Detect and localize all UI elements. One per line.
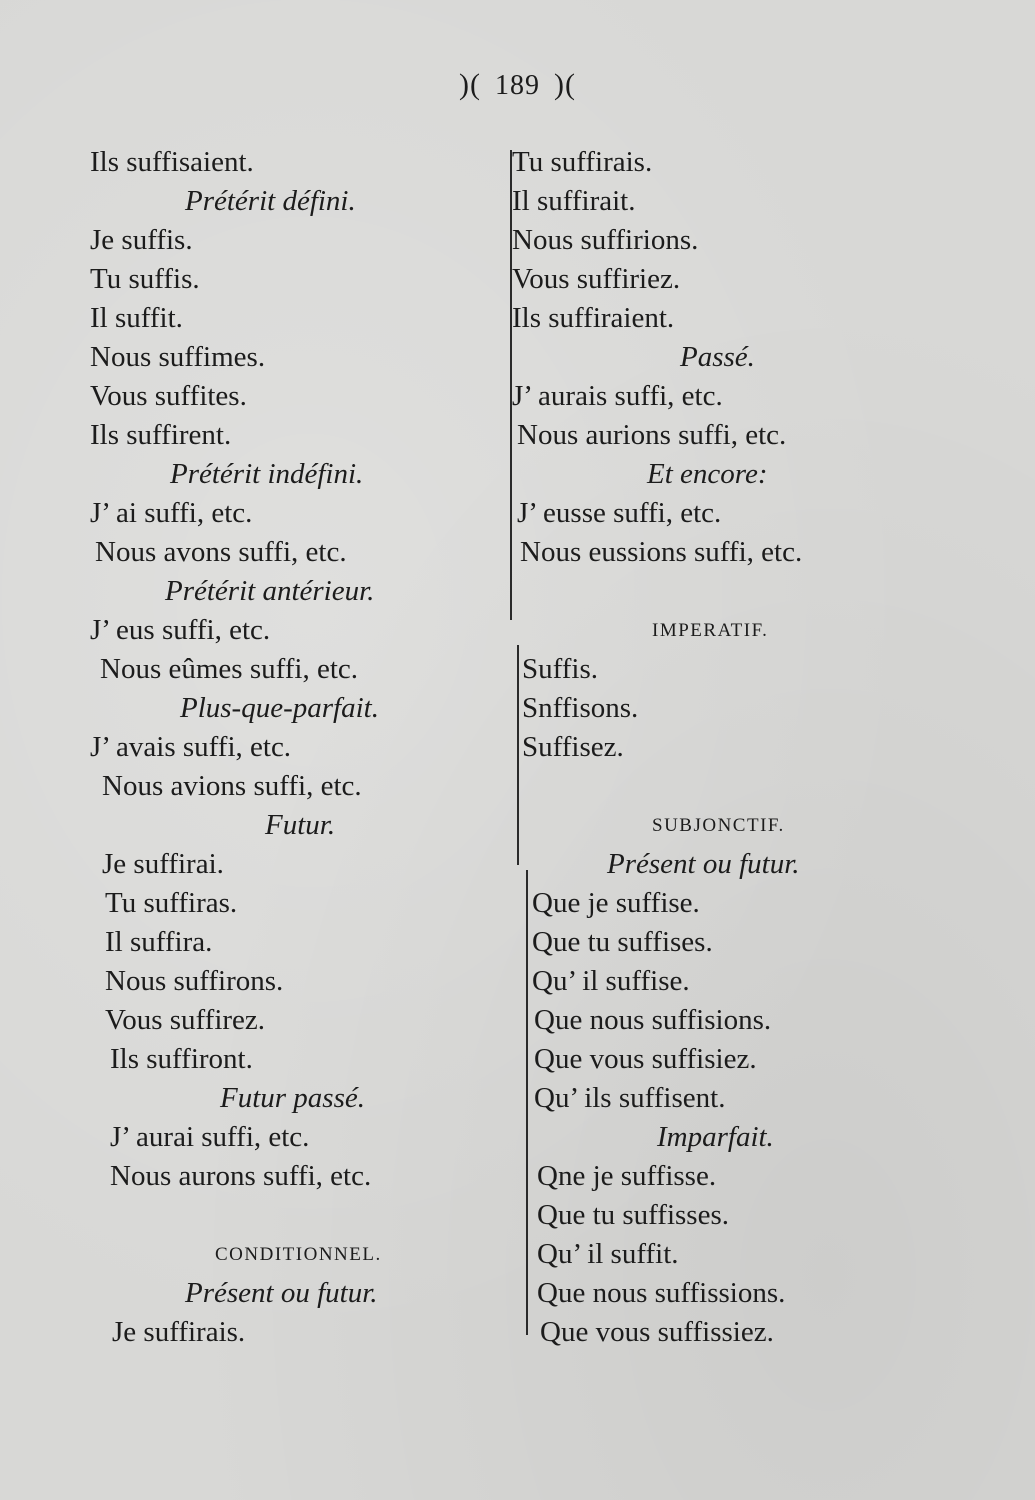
right-spacer (512, 767, 912, 806)
right-conjugation-line: J’ aurais suffi, etc. (512, 380, 723, 412)
left-conjugation-line: Nous avons suffi, etc. (95, 536, 347, 568)
right-conjugation-line: Ils suffiraient. (512, 302, 675, 334)
left-conjugation-line: Ils suffisaient. (90, 146, 254, 178)
right-conjugation-line: Que vous suffissiez. (540, 1316, 774, 1348)
right-conjugation-line: Que tu suffises. (532, 926, 713, 958)
right-conjugation-line: Qu’ ils suffisent. (534, 1082, 726, 1114)
right-conjugation-line: Qu’ il suffit. (537, 1238, 679, 1270)
right-conjugation-line: Suffisez. (522, 731, 624, 763)
right-mood-heading: IMPERATIF. (652, 620, 769, 641)
left-conjugation-line: Nous avions suffi, etc. (102, 770, 362, 802)
left-conjugation-line: Nous suffirons. (105, 965, 284, 997)
right-conjugation-line: Vous suffiriez. (512, 263, 681, 295)
right-conjugation-line: Que je suffise. (532, 887, 700, 919)
page-header (0, 68, 1035, 102)
left-conjugation-line: Vous suffirez. (105, 1004, 266, 1036)
left-conjugation-line: J’ aurai suffi, etc. (110, 1121, 310, 1153)
ornament-right: )( (554, 68, 576, 101)
left-conjugation-line: Nous eûmes suffi, etc. (100, 653, 358, 685)
left-mood-heading: CONDITIONNEL. (215, 1244, 382, 1265)
left-conjugation-line: Tu suffiras. (105, 887, 238, 919)
right-conjugation-line: Que vous suffisiez. (534, 1043, 757, 1075)
right-mood-heading: SUBJONCTIF. (652, 815, 785, 836)
left-tense-heading: Prétérit indéfini. (170, 458, 364, 490)
left-tense-heading: Prétérit défini. (185, 185, 356, 217)
left-conjugation-line: Tu suffis. (90, 263, 200, 295)
left-conjugation-line: Il suffit. (90, 302, 183, 334)
right-conjugation-line: Que nous suffissions. (537, 1277, 786, 1309)
right-conjugation-line: Il suffirait. (512, 185, 636, 217)
left-conjugation-line: Je suffirai. (102, 848, 224, 880)
left-conjugation-line: Ils suffiront. (110, 1043, 253, 1075)
left-tense-heading: Présent ou futur. (185, 1277, 378, 1309)
right-conjugation-line: Que tu suffisses. (537, 1199, 729, 1231)
right-conjugation-line: Nous aurions suffi, etc. (517, 419, 787, 451)
left-conjugation-line: Je suffirais. (112, 1316, 246, 1348)
left-conjugation-line: Vous suffites. (90, 380, 247, 412)
right-conjugation-line: Nous suffirions. (512, 224, 699, 256)
left-tense-heading: Prétérit antérieur. (165, 575, 375, 607)
right-conjugation-line: Tu suffirais. (512, 146, 653, 178)
page-number: 189 (495, 70, 540, 101)
left-tense-heading: Futur passé. (220, 1082, 365, 1114)
right-conjugation-line: Snffisons. (522, 692, 639, 724)
right-conjugation-line: Qne je suffisse. (537, 1160, 717, 1192)
left-spacer (90, 1196, 470, 1235)
left-conjugation-line: Nous aurons suffi, etc. (110, 1160, 372, 1192)
left-conjugation-line: Ils suffirent. (90, 419, 232, 451)
left-conjugation-line: Il suffira. (105, 926, 213, 958)
right-conjugation-line: Suffis. (522, 653, 599, 685)
right-tense-heading: Présent ou futur. (607, 848, 800, 880)
left-tense-heading: Plus-que-parfait. (180, 692, 379, 724)
right-spacer (512, 572, 912, 611)
left-conjugation-line: J’ eus suffi, etc. (90, 614, 271, 646)
right-conjugation-line: Que nous suffisions. (534, 1004, 772, 1036)
left-tense-heading: Futur. (265, 809, 336, 841)
left-column (90, 143, 470, 1352)
right-conjugation-line: Nous eussions suffi, etc. (520, 536, 803, 568)
right-tense-heading: Et encore: (647, 458, 768, 490)
ornament-left: )( (459, 68, 481, 101)
left-conjugation-line: J’ avais suffi, etc. (90, 731, 292, 763)
right-conjugation-line: J’ eusse suffi, etc. (517, 497, 722, 529)
left-conjugation-line: Nous suffimes. (90, 341, 266, 373)
left-conjugation-line: Je suffis. (90, 224, 193, 256)
right-tense-heading: Imparfait. (657, 1121, 774, 1153)
right-column (512, 143, 912, 1352)
right-tense-heading: Passé. (680, 341, 755, 373)
right-conjugation-line: Qu’ il suffise. (532, 965, 690, 997)
left-conjugation-line: J’ ai suffi, etc. (90, 497, 253, 529)
